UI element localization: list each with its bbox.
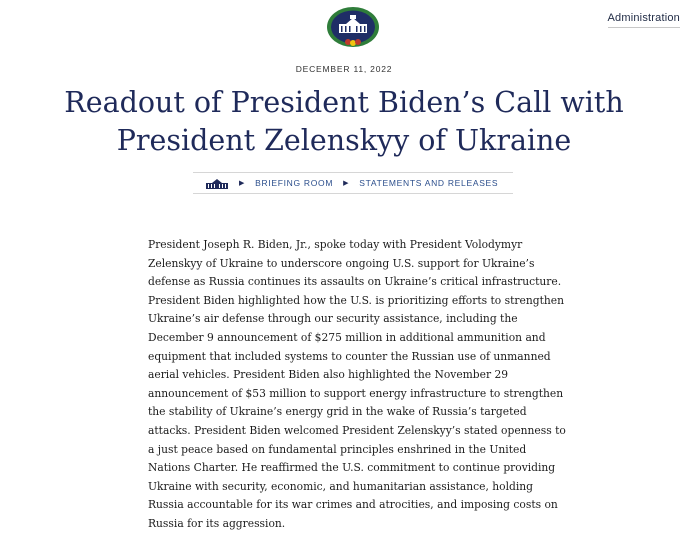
article-date: DECEMBER 11, 2022: [295, 64, 393, 74]
article-body: President Joseph R. Biden, Jr., spoke today with President Volodymyr Zelenskyy of Ukraine to underscore ongoing U.S. support for Ukraine’s defense as Russia continues its assaults on Ukraine’s critical infrastructure. President Biden highlighted how the U.S. is prioritizing efforts to strengthen Ukraine’s air defense through our security assistance, including the December 9 announcement of $275 million in additional ammunition and equipment that included systems to counter the Russian use of unmanned aerial vehicles. President Biden also highlighted the November 29 announcement of $53 million to support energy infrastructure to strengthen the stability of Ukraine’s energy grid in the wake of Russia’s targeted attacks. President Biden welcomed President Zelenskyy’s stated openness to a just peace based on fundamental principles enshrined in the United Nations Charter. He reaffirmed the U.S. commitment to continue providing Ukraine with security, economic, and humanitarian assistance, holding Russia accountable for its war crimes and atrocities, and imposing costs on Russia for its aggression.: [148, 238, 566, 530]
chevron-right-icon: ▶: [239, 180, 246, 187]
white-house-seal-icon: [326, 6, 380, 48]
chevron-right-icon: ▶: [343, 180, 350, 187]
breadcrumb: [193, 172, 513, 194]
breadcrumb-briefing-room[interactable]: BRIEFING ROOM: [255, 178, 334, 188]
nav-link-administration[interactable]: Administration: [608, 12, 681, 28]
breadcrumb-statements-and-releases[interactable]: STATEMENTS AND RELEASES: [359, 178, 499, 188]
white-house-icon: [205, 178, 229, 189]
white-house-seal-logo[interactable]: [326, 6, 380, 48]
page-title: Readout of President Biden’s Call with President Zelenskyy of Ukraine: [64, 86, 624, 157]
breadcrumb-home-link[interactable]: [205, 178, 229, 189]
